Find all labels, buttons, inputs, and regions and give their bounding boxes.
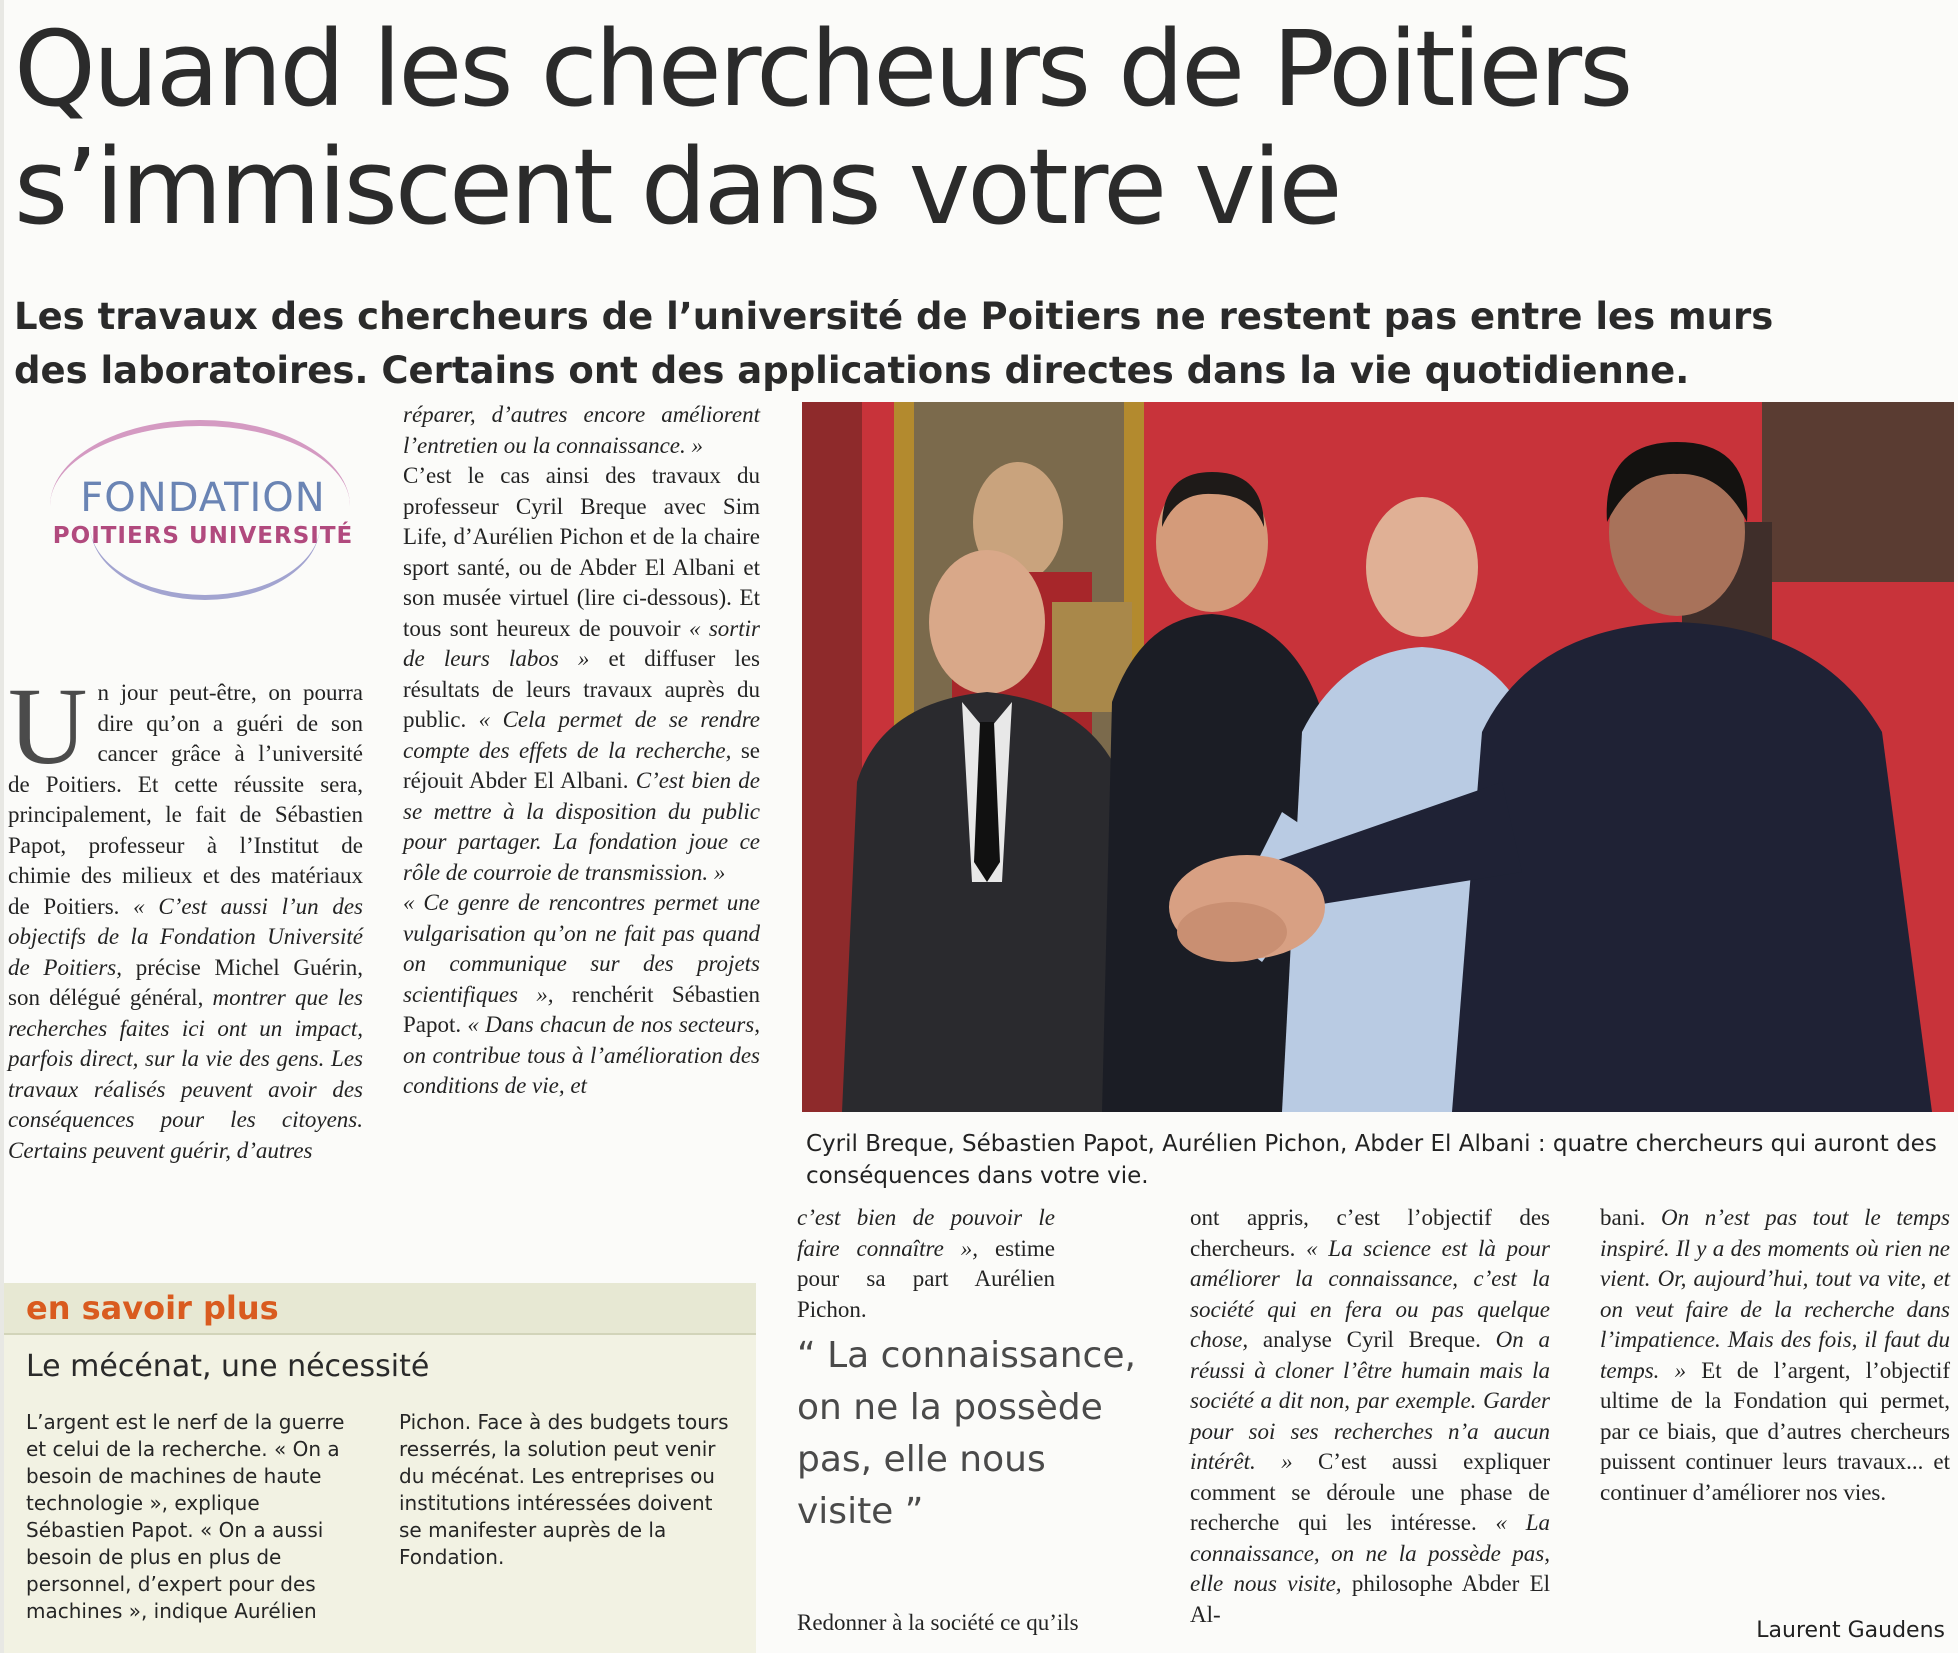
sidebar-box xyxy=(4,1283,756,1653)
article-column-2 xyxy=(403,400,760,1102)
headline xyxy=(14,10,1944,246)
attribution-text: bani. xyxy=(1600,1205,1646,1230)
paragraph xyxy=(403,461,760,888)
paragraph xyxy=(797,1203,1055,1325)
person-3-head xyxy=(1366,497,1478,637)
fondation-logo xyxy=(30,415,370,615)
quote-text: « Cela permet de se rendre compte des effets de la recherche, xyxy=(403,707,761,763)
body-text: C’est le cas ainsi des travaux du professeur Cyril Breque avec Sim Life, d’Aurélien Pichon et de la chaire sport santé, ou de Abder El Albani et son musée virtuel (lire ci-dessous). Et tous sont heureux de pouvoir xyxy=(403,463,760,641)
attribution-text: philosophe Abder El Al- xyxy=(1190,1571,1551,1627)
quote-text: « Ce genre de rencontres permet une vulgarisation qu’on ne fait pas quand on communique sur des projets scientifiques », xyxy=(403,890,760,1007)
standfirst xyxy=(14,290,1944,398)
article-column-4 xyxy=(1190,1203,1550,1630)
attribution-text: se réjouit Abder El Albani. xyxy=(403,737,760,793)
person-1-head xyxy=(929,550,1045,694)
sidebar-column-2: Pichon. Face à des budgets tours resserrés, la solution peut venir du mécénat. Les entreprises ou institutions intéressées doivent se manifester auprès de la Fondation. xyxy=(399,1410,729,1569)
quote-text: c’est bien de pouvoir le faire connaître », xyxy=(797,1205,1055,1261)
quote-text: réparer, d’autres encore améliorent l’entretien ou la connaissance. » xyxy=(403,402,760,458)
quote-text: « Dans chacun de nos secteurs, on contribue tous à l’amélioration des conditions de vie, et xyxy=(403,1012,760,1098)
group-photo-image xyxy=(802,402,1954,1112)
lead-text: n jour peut-être, on pourra dire qu’on a guéri de son cancer grâce à l’université de Poitiers. Et cette réussite sera, principalement, le fait de Sébastien Papot, professeur à l’Institut de chimie des milieux et des matériaux de Poitiers. xyxy=(8,680,363,919)
headline-line-1: Quand les chercheurs de Poitiers xyxy=(14,8,1631,130)
headline-line-2: s’immiscent dans votre vie xyxy=(14,126,1340,248)
lead-paragraph xyxy=(8,665,363,1166)
paragraph xyxy=(403,400,760,461)
article-column-3 xyxy=(797,1203,1055,1325)
drop-cap: U xyxy=(8,665,88,787)
article-column-3-bottom xyxy=(797,1608,1147,1639)
attribution-text: renchérit Sébastien Papot. xyxy=(403,981,760,1037)
body-text: Et de l’argent, l’objectif ultime de la Fondation qui permet, par ce biais, que d’autres chercheurs puissent continuer leurs travaux... et continuer d’améliorer nos vies. xyxy=(1600,1357,1950,1505)
paragraph: Redonner à la société ce qu’ils xyxy=(797,1610,1079,1635)
article-column-5 xyxy=(1600,1203,1950,1508)
attribution-text: précise Michel Guérin, son délégué général, xyxy=(8,954,363,1010)
sidebar-kicker: en savoir plus xyxy=(26,1289,279,1327)
pull-quote: “ La connaissance, on ne la possède pas, elle nous visite ” xyxy=(797,1335,1136,1532)
quote-text: « sortir de leurs labos » xyxy=(403,615,760,671)
attribution-text: estime pour sa part Aurélien Pichon. xyxy=(797,1235,1055,1322)
logo-arc-bottom xyxy=(90,525,320,600)
quote-text: « C’est aussi l’un des objectifs de la Fondation Université de Poitiers, xyxy=(8,893,363,980)
logo-wordmark: FONDATION xyxy=(80,475,326,521)
standfirst-line-2: des laboratoires. Certains ont des applications directes dans la vie quotidienne. xyxy=(14,349,1690,392)
quote-text: C’est bien de se mettre à la disposition du public pour partager. La fondation joue ce rôle de courroie de transmission. » xyxy=(403,768,761,885)
quote-text: montrer que les recherches faites ici ont un impact, parfois direct, sur la vie des gens. Les travaux réalisés peuvent avoir des conséquences pour les citoyens. Certains peuvent guérir, d’autres xyxy=(8,985,363,1163)
attribution-text: analyse Cyril Breque. xyxy=(1262,1327,1481,1352)
byline: Laurent Gaudens xyxy=(1756,1618,1945,1643)
sidebar-column-1: L’argent est le nerf de la guerre et celui de la recherche. « On a besoin de machines de haute technologie », explique Sébastien Papot. « On a aussi besoin de plus en plus de personnel, d’expert pour des machines », indique Aurélien xyxy=(26,1410,345,1623)
article-column-1 xyxy=(8,665,363,1166)
body-text: ont appris, c’est l’objectif des chercheurs. xyxy=(1190,1205,1550,1261)
standfirst-line-1: Les travaux des chercheurs de l’université de Poitiers ne restent pas entre les murs xyxy=(14,295,1774,338)
paragraph xyxy=(403,888,760,1102)
sidebar-title: Le mécénat, une nécessité xyxy=(26,1349,430,1384)
paragraph xyxy=(1600,1203,1950,1508)
logo-subtitle: POITIERS UNIVERSITÉ xyxy=(52,523,354,549)
paragraph xyxy=(1190,1203,1550,1630)
joined-hands-lower xyxy=(1177,902,1287,962)
sidebar-box-header xyxy=(4,1283,756,1335)
quote-text: « La science est là pour améliorer la connaissance, c’est la société qui en fera ou pas quelque chose, xyxy=(1190,1235,1551,1352)
body-text: et diffuser les résultats de leurs travaux auprès du public. xyxy=(403,646,760,732)
background-furniture xyxy=(1762,402,1954,582)
body-text: C’est aussi expliquer comment se déroule une phase de recherche qui les intéresse. xyxy=(1190,1449,1551,1535)
quote-text: On a réussi à cloner l’être humain mais la société a dit non, par exemple. Garder pour soi ses recherches n’a aucun intérêt. » xyxy=(1190,1327,1550,1474)
group-photo xyxy=(802,402,1954,1112)
photo-caption: Cyril Breque, Sébastien Papot, Aurélien Pichon, Abder El Albani : quatre chercheurs qui auront des conséquences dans votre vie. xyxy=(806,1131,1937,1189)
quote-text: On n’est pas tout le temps inspiré. Il y a des moments où rien ne vient. Or, aujourd’hui, tout va vite, et on veut faire de la recherche dans l’impatience. Mais des fois, il faut du temps. » xyxy=(1600,1205,1950,1383)
quote-text: « La connaissance, on ne la possède pas, elle nous visite, xyxy=(1190,1510,1550,1596)
